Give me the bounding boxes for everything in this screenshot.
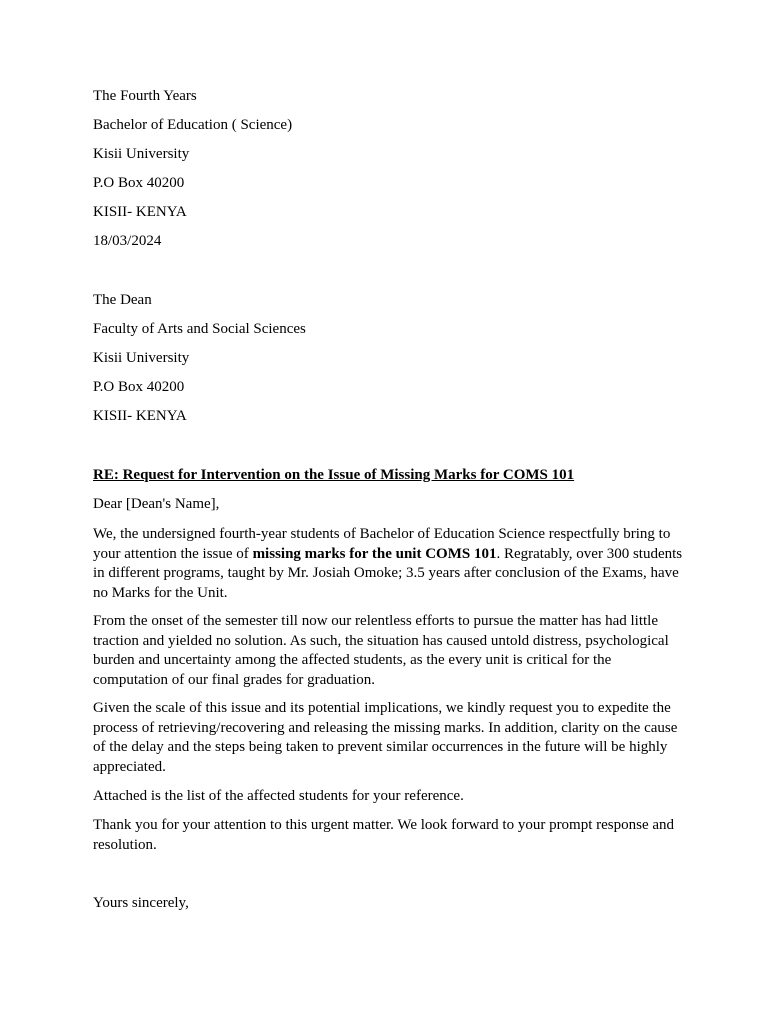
subject-line: RE: Request for Intervention on the Issue of Missing Marks for COMS 101 [93,467,575,483]
body-paragraph-2: From the onset of the semester till now our relentless efforts to pursue the matter has had little traction and yielded no solution. As such, the situation has caused untold distress, psychological burden and uncertainty among the affected students, as the every unit is critical for the computation of our final grades for graduation. [93,613,669,688]
recipient-line-5: KISII- KENYA [93,408,187,424]
paragraph-1-text-b: . Regratably, over 300 students in different programs, taught by Mr. Josiah Omoke; 3.5 years after conclusion of the Exams, have no Marks for the Unit. [93,545,683,601]
closing: Yours sincerely, [93,895,189,911]
sender-line-2: Bachelor of Education ( Science) [93,117,293,133]
body-paragraph-3: Given the scale of this issue and its potential implications, we kindly request you to expedite the process of retrieving/recovering and releasing the missing marks. In addition, clarity on the cause of the delay and the steps being taken to prevent similar occurrences in the future will be highly appreciated. [93,700,678,775]
salutation: Dear [Dean's Name], [93,496,220,512]
letter-date: 18/03/2024 [93,233,162,249]
sender-line-4: P.O Box 40200 [93,175,185,191]
recipient-line-4: P.O Box 40200 [93,379,185,395]
recipient-line-3: Kisii University [93,350,190,366]
recipient-line-2: Faculty of Arts and Social Sciences [93,321,306,337]
body-paragraph-1 [93,525,683,603]
body-paragraph-4: Attached is the list of the affected students for your reference. [93,788,464,804]
paragraph-1-text-a: We, the undersigned fourth-year students of Bachelor of Education Science respectfully bring to your attention the issue of [93,526,671,562]
recipient-line-1: The Dean [93,292,152,308]
sender-line-3: Kisii University [93,146,190,162]
body-paragraph-5: Thank you for your attention to this urgent matter. We look forward to your prompt response and resolution. [93,817,675,853]
sender-line-1: The Fourth Years [93,88,197,104]
paragraph-1-bold-text: missing marks for the unit COMS 101 [252,545,497,562]
sender-line-5: KISII- KENYA [93,204,187,220]
